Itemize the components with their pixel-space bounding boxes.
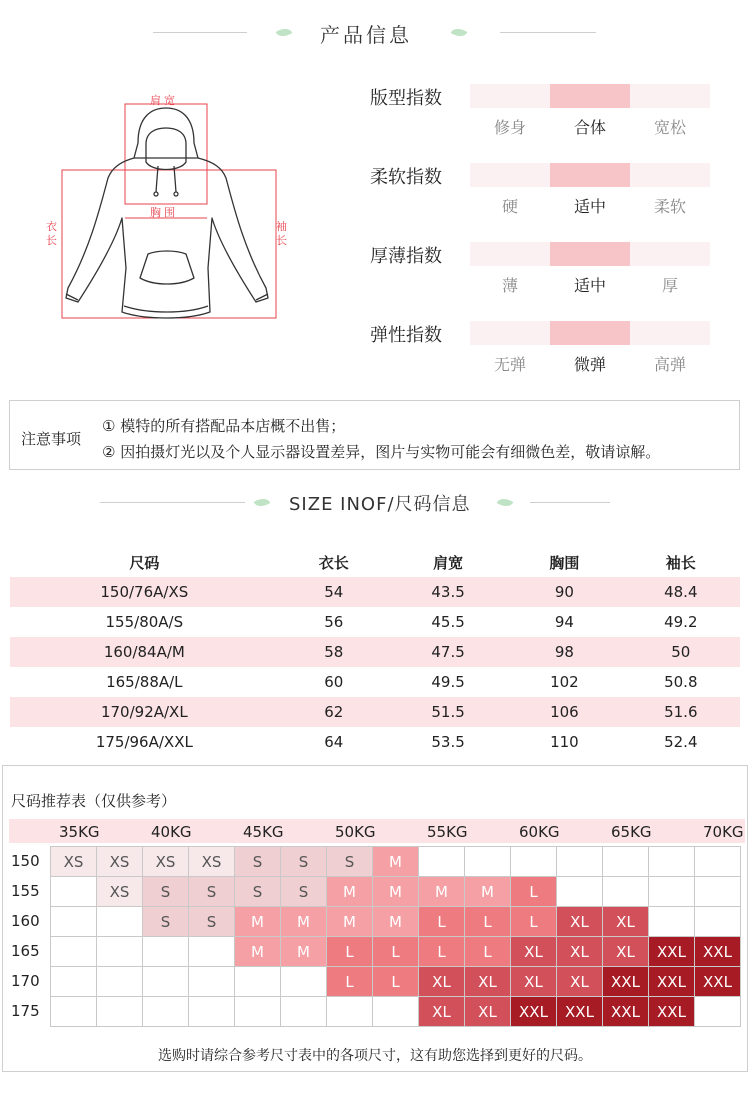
notice-title: 注意事项 xyxy=(21,430,82,448)
table-cell: 155/80A/S xyxy=(105,613,184,631)
index-options xyxy=(470,194,710,217)
table-cell: 47.5 xyxy=(389,637,507,667)
table-cell: 48.4 xyxy=(622,577,740,607)
size-cell: XXL xyxy=(695,937,741,967)
size-cell: L xyxy=(419,907,465,937)
index-options xyxy=(470,115,710,138)
size-cell: L xyxy=(511,907,557,937)
size-cell xyxy=(51,997,97,1027)
size-cell: M xyxy=(327,877,373,907)
size-cell xyxy=(557,877,603,907)
option: 柔软 xyxy=(653,197,686,216)
size-cell xyxy=(603,847,649,877)
option-selected: 合体 xyxy=(573,118,606,137)
weight-label: 65KG xyxy=(611,823,652,841)
size-cell: M xyxy=(373,847,419,877)
height-label: 165 xyxy=(11,942,40,960)
size-cell xyxy=(419,847,465,877)
size-cell xyxy=(281,967,327,997)
section-title-size-info: SIZE INOF/尺码信息 xyxy=(289,494,471,515)
size-cell: XL xyxy=(511,937,557,967)
size-cell xyxy=(695,877,741,907)
label-sleeve: 袖长 xyxy=(276,220,287,247)
size-cell xyxy=(51,937,97,967)
size-table xyxy=(10,548,740,757)
label-chest: 胸围 xyxy=(150,206,178,219)
size-cell: XXL xyxy=(557,997,603,1027)
option: 修身 xyxy=(493,118,526,137)
size-cell: M xyxy=(235,937,281,967)
size-cell: S xyxy=(235,847,281,877)
size-cell xyxy=(327,997,373,1027)
label-length: 衣长 xyxy=(46,220,57,247)
weight-label: 60KG xyxy=(519,823,560,841)
size-cell: L xyxy=(511,877,557,907)
table-cell: 94 xyxy=(554,613,574,631)
table-cell: 56 xyxy=(324,613,344,631)
size-cell xyxy=(51,907,97,937)
height-label: 175 xyxy=(11,1002,40,1020)
size-cell xyxy=(281,997,327,1027)
option: 硬 xyxy=(501,197,518,216)
size-cell xyxy=(97,967,143,997)
option: 宽松 xyxy=(653,118,686,137)
weight-label: 45KG xyxy=(243,823,284,841)
leaf-icon xyxy=(276,25,293,40)
table-cell: 160/84A/M xyxy=(10,637,279,667)
height-label: 155 xyxy=(11,882,40,900)
size-cell xyxy=(373,997,419,1027)
size-cell xyxy=(51,967,97,997)
table-cell: 62 xyxy=(279,697,389,727)
table-cell: 170/92A/XL xyxy=(10,697,279,727)
size-cell: S xyxy=(189,877,235,907)
table-cell: 106 xyxy=(507,697,621,727)
size-cell xyxy=(511,847,557,877)
table-cell: 150/76A/XS xyxy=(10,577,279,607)
size-cell xyxy=(189,967,235,997)
size-cell: L xyxy=(419,937,465,967)
weight-label: 40KG xyxy=(151,823,192,841)
header-line-left xyxy=(100,502,245,503)
size-cell xyxy=(189,997,235,1027)
size-cell xyxy=(695,997,741,1027)
table-row xyxy=(10,607,740,637)
size-cell: XL xyxy=(557,907,603,937)
option-selected: 适中 xyxy=(573,197,606,216)
weight-label: 55KG xyxy=(427,823,468,841)
index-label: 弹性指数 xyxy=(370,325,442,346)
table-cell: 165/88A/L xyxy=(106,673,183,691)
table-cell: 50.8 xyxy=(664,673,698,691)
size-cell: S xyxy=(235,877,281,907)
table-cell: 58 xyxy=(279,637,389,667)
size-cell: XL xyxy=(511,967,557,997)
table-cell: 51.6 xyxy=(622,697,740,727)
size-cell xyxy=(603,877,649,907)
recommend-footer: 选购时请综合参考尺寸表中的各项尺寸，这有助您选择到更好的尺码。 xyxy=(158,1048,592,1064)
size-cell xyxy=(465,847,511,877)
table-cell: 43.5 xyxy=(389,577,507,607)
table-cell: 102 xyxy=(550,673,579,691)
size-cell: XL xyxy=(465,967,511,997)
notice-box xyxy=(9,400,740,470)
table-cell: 49.2 xyxy=(664,613,698,631)
header-line-right xyxy=(530,502,610,503)
size-cell: S xyxy=(281,847,327,877)
height-label: 170 xyxy=(11,972,40,990)
option: 无弹 xyxy=(493,355,526,374)
size-cell: XXL xyxy=(603,967,649,997)
size-cell xyxy=(51,877,97,907)
size-cell xyxy=(649,877,695,907)
option: 高弹 xyxy=(653,355,686,374)
weight-header-row xyxy=(9,819,745,843)
weight-label: 70KG xyxy=(703,823,744,841)
leaf-icon xyxy=(497,495,514,510)
table-cell: 60 xyxy=(324,673,344,691)
size-cell xyxy=(97,937,143,967)
table-cell: 110 xyxy=(550,733,579,751)
size-cell: XXL xyxy=(649,937,695,967)
recommend-title: 尺码推荐表（仅供参考） xyxy=(11,792,177,810)
size-cell xyxy=(649,907,695,937)
table-cell: 90 xyxy=(507,577,621,607)
leaf-icon xyxy=(254,495,271,510)
column-header: 衣长 xyxy=(318,554,349,572)
size-cell: L xyxy=(327,967,373,997)
size-cell: XL xyxy=(557,967,603,997)
table-cell: 45.5 xyxy=(431,613,465,631)
size-cell: M xyxy=(235,907,281,937)
height-label: 160 xyxy=(11,912,40,930)
option-selected: 适中 xyxy=(573,276,606,295)
size-cell: L xyxy=(465,937,511,967)
size-cell: M xyxy=(281,907,327,937)
index-label: 版型指数 xyxy=(370,88,442,109)
size-cell: M xyxy=(419,877,465,907)
table-cell: 175/96A/XXL xyxy=(95,733,193,751)
size-cell: XS xyxy=(143,847,189,877)
table-cell: 50 xyxy=(622,637,740,667)
leaf-icon xyxy=(451,25,468,40)
size-cell: M xyxy=(327,907,373,937)
size-cell: S xyxy=(143,907,189,937)
size-cell: L xyxy=(373,937,419,967)
index-options xyxy=(470,273,710,296)
size-cell: XXL xyxy=(649,967,695,997)
size-cell: S xyxy=(189,907,235,937)
option: 厚 xyxy=(661,276,678,295)
index-options xyxy=(470,352,710,375)
table-row xyxy=(10,637,740,667)
size-cell xyxy=(97,907,143,937)
notice-line: ① 模特的所有搭配品本店概不出售； xyxy=(102,417,346,435)
size-cell xyxy=(557,847,603,877)
section-title-product-info: 产品信息 xyxy=(320,23,412,47)
option-selected: 微弹 xyxy=(573,355,606,374)
size-cell xyxy=(695,907,741,937)
table-cell: 53.5 xyxy=(431,733,465,751)
size-cell: XL xyxy=(465,997,511,1027)
recommend-grid xyxy=(50,846,741,1027)
size-cell: M xyxy=(373,907,419,937)
table-cell: 51.5 xyxy=(389,697,507,727)
size-cell: M xyxy=(373,877,419,907)
size-cell xyxy=(143,937,189,967)
weight-label: 50KG xyxy=(335,823,376,841)
column-header: 尺码 xyxy=(129,554,160,572)
size-cell: XL xyxy=(603,937,649,967)
size-cell xyxy=(235,967,281,997)
size-cell: S xyxy=(327,847,373,877)
size-cell: L xyxy=(373,967,419,997)
index-bar xyxy=(470,321,710,345)
size-cell: L xyxy=(465,907,511,937)
table-row xyxy=(10,577,740,607)
size-cell: XXL xyxy=(695,967,741,997)
size-cell: S xyxy=(281,877,327,907)
size-cell xyxy=(649,847,695,877)
size-cell: S xyxy=(143,877,189,907)
size-cell: XL xyxy=(603,907,649,937)
size-cell: XS xyxy=(97,877,143,907)
table-cell: 64 xyxy=(324,733,344,751)
size-cell: XL xyxy=(419,997,465,1027)
size-cell xyxy=(235,997,281,1027)
notice-line: ② 因拍摄灯光以及个人显示器设置差异，图片与实物可能会有细微色差，敬请谅解。 xyxy=(102,443,661,461)
table-row xyxy=(10,697,740,727)
table-cell: 52.4 xyxy=(664,733,698,751)
index-bar xyxy=(470,163,710,187)
index-bar xyxy=(470,84,710,108)
table-cell: 49.5 xyxy=(431,673,465,691)
size-cell xyxy=(97,997,143,1027)
size-cell: XS xyxy=(189,847,235,877)
size-cell: M xyxy=(465,877,511,907)
header-line-left xyxy=(153,32,247,33)
weight-label: 35KG xyxy=(59,823,100,841)
height-label: 150 xyxy=(11,852,40,870)
size-cell: XL xyxy=(419,967,465,997)
size-cell xyxy=(143,997,189,1027)
size-cell: XXL xyxy=(511,997,557,1027)
size-cell: XXL xyxy=(649,997,695,1027)
table-row xyxy=(10,727,740,757)
size-cell: M xyxy=(281,937,327,967)
size-cell: XXL xyxy=(603,997,649,1027)
index-label: 柔软指数 xyxy=(370,167,442,188)
size-cell: XL xyxy=(557,937,603,967)
size-recommend-box xyxy=(2,765,748,1072)
size-cell: XS xyxy=(97,847,143,877)
header-line-right xyxy=(500,32,596,33)
column-header: 肩宽 xyxy=(433,554,464,572)
label-shoulder: 肩宽 xyxy=(150,94,178,107)
table-row xyxy=(10,667,740,697)
size-cell: L xyxy=(327,937,373,967)
size-cell xyxy=(189,937,235,967)
size-cell: XS xyxy=(51,847,97,877)
option: 薄 xyxy=(501,276,518,295)
table-cell: 54 xyxy=(279,577,389,607)
table-header-row xyxy=(10,548,740,577)
column-header: 袖长 xyxy=(665,554,696,572)
index-label: 厚薄指数 xyxy=(370,246,442,267)
size-cell xyxy=(695,847,741,877)
size-cell xyxy=(143,967,189,997)
column-header: 胸围 xyxy=(549,554,580,572)
index-bar xyxy=(470,242,710,266)
table-cell: 98 xyxy=(507,637,621,667)
